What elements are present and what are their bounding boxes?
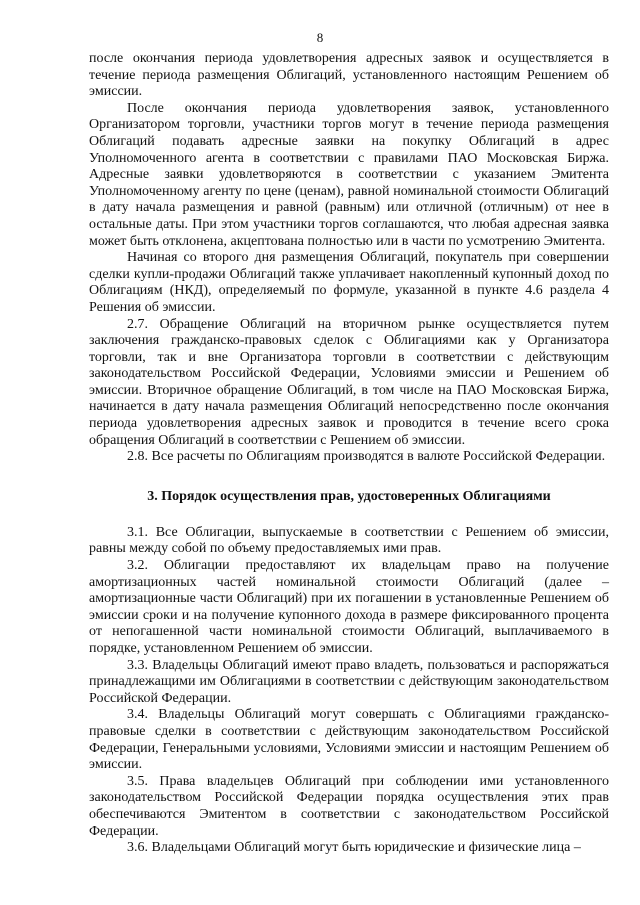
paragraph-3-4: 3.4. Владельцы Облигаций могут совершать с Облигациями гражданско-правовые сделки в соответствии с действующим законодательством Российской Федерации, Генеральными условиями, Условиями эмиссии и настоящим Решением об эмиссии.	[89, 707, 609, 773]
paragraph-2-8: 2.8. Все расчеты по Облигациям производятся в валюте Российской Федерации.	[127, 449, 606, 465]
paragraph-3-6: 3.6. Владельцами Облигаций могут быть юридические и физические лица –	[127, 840, 581, 856]
paragraph-3-1: 3.1. Все Облигации, выпускаемые в соответствии с Решением об эмиссии, равны между собой по объему предоставляемых ими прав.	[89, 524, 609, 557]
paragraph: Начиная со второго дня размещения Облигаций, покупатель при совершении сделки купли-продажи Облигаций также уплачивает накопленный купонный доход по Облигациям (НКД), определяемый по формуле, указанной в пункте 4.6 раздела 4 Решения об эмиссии.	[89, 250, 609, 315]
paragraph: После окончания периода удовлетворения заявок, установленного Организатором торговли, участники торгов могут в течение периода размещения Облигаций подавать адресные заявки на покупку Облигаций в адрес Уполномоченного агента в соответствии с правилами ПАО Московская Биржа. Адресные заявки удовлетворяются в соответствии с указанием Эмитента Уполномоченному агенту по цене (ценам), равной номинальной стоимости Облигаций в дату начала размещения и равной (равным) или отличной (отличным) от нее в остальные даты. При этом участники торгов соглашаются, что любая адресная заявка может быть отклонена, акцептована полностью или в части по усмотрению Эмитента.	[89, 100, 609, 249]
paragraph-3-3: 3.3. Владельцы Облигаций имеют право владеть, пользоваться и распоряжаться принадлежащими им Облигациями в соответствии с действующим законодательством Российской Федерации.	[89, 657, 609, 706]
paragraph-2-7: 2.7. Обращение Облигаций на вторичном рынке осуществляется путем заключения гражданско-правовых сделок с Облигациями как у Организатора торговли, так и вне Организатора торговли в соответствии с действующим законодательством Российской Федерации, Условиями эмиссии и Решением об эмиссии. Вторичное обращение Облигаций, в том числе на ПАО Московская Биржа, начинается в дату начала размещения Облигаций непосредственно после окончания периода удовлетворения адресных заявок и проводится в течение всего срока обращения Облигаций в соответствии с Решением об эмиссии.	[89, 316, 609, 448]
page-number: 8	[316, 30, 324, 45]
document-body	[89, 51, 609, 857]
paragraph-3-5: 3.5. Права владельцев Облигаций при соблюдении ими установленного законодательством Российской Федерации порядка осуществления этих прав обеспечиваются Эмитентом в соответствии с законодательством Российской Федерации.	[89, 773, 609, 839]
paragraph: после окончания периода удовлетворения адресных заявок и осуществляется в течение периода размещения Облигаций, установленного настоящим Решением об эмиссии.	[89, 51, 609, 100]
paragraph-3-2: 3.2. Облигации предоставляют их владельцам право на получение амортизационных частей номинальной стоимости Облигаций (далее – амортизационные части Облигаций) при их погашении в установленные Решением об эмиссии сроки и на получение купонного дохода в размере фиксированного процента от непогашенной части номинальной стоимости Облигаций, выплачиваемого в порядке, установленном Решением об эмиссии.	[89, 558, 609, 656]
section-heading: 3. Порядок осуществления прав, удостоверенных Облигациями	[147, 488, 551, 504]
